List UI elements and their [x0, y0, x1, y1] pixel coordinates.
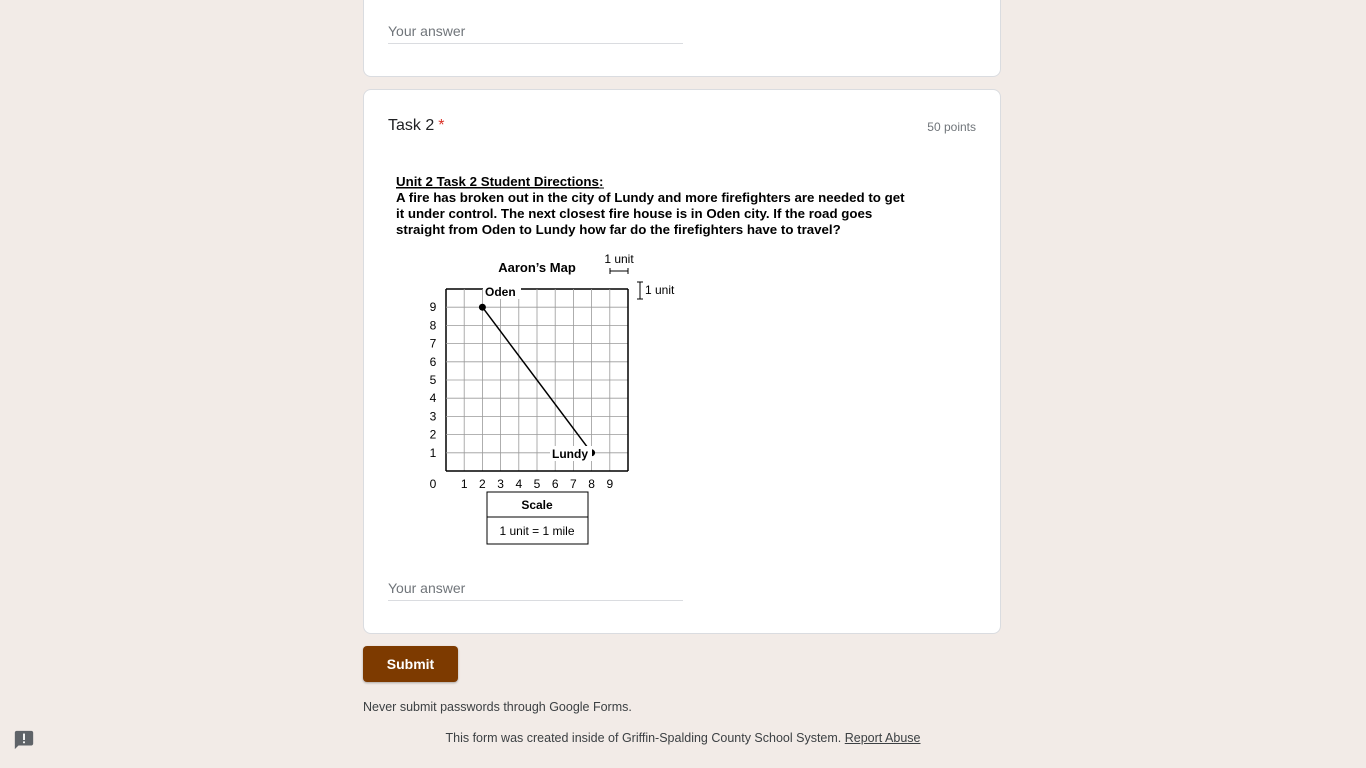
x-tick-label: 5	[533, 477, 541, 491]
x-tick-label: 4	[515, 477, 523, 491]
map-title: Aaron’s Map	[498, 260, 576, 275]
answer-input-2[interactable]	[388, 575, 683, 601]
y-tick-label: 7	[429, 336, 437, 351]
question-title	[388, 117, 444, 135]
report-problem-icon[interactable]	[13, 729, 35, 751]
unit-label-y: 1 unit	[645, 283, 675, 297]
footer	[0, 731, 1366, 745]
x-tick-label: 2	[479, 477, 486, 491]
footer-text: This form was created inside of Griffin-Spalding County School System.	[445, 731, 842, 745]
scale-value: 1 unit = 1 mile	[499, 524, 575, 538]
x-tick-label: 7	[570, 477, 577, 491]
y-tick-label: 5	[429, 373, 437, 387]
y-tick-label: 3	[429, 409, 437, 424]
directions-line-1: A fire has broken out in the city of Lundy and more firefighters are needed to get	[396, 190, 905, 205]
password-warning: Never submit passwords through Google Forms.	[363, 700, 632, 714]
oden-point	[479, 304, 486, 311]
required-asterisk: *	[438, 117, 445, 134]
directions-heading: Unit 2 Task 2 Student Directions:	[396, 174, 604, 189]
unit-label-x: 1 unit	[604, 252, 634, 266]
directions-line-2: it under control. The next closest fire house is in Oden city. If the road goes	[396, 206, 873, 221]
report-abuse-link[interactable]: Report Abuse	[844, 731, 921, 745]
submit-button[interactable]: Submit	[363, 646, 458, 682]
question-title-text: Task 2	[388, 117, 435, 134]
question-image	[394, 172, 954, 562]
directions-line-3: straight from Oden to Lundy how far do the firefighters have to travel?	[396, 222, 841, 237]
answer-input-1[interactable]	[388, 18, 683, 44]
map-axis-labels	[430, 300, 614, 491]
question-card-1	[363, 0, 1001, 77]
y-tick-label: 6	[429, 354, 437, 369]
y-tick-label: 4	[429, 391, 437, 406]
x-tick-label: 0	[429, 477, 437, 491]
y-tick-label: 9	[429, 300, 437, 315]
x-tick-label: 6	[551, 477, 559, 491]
y-tick-label: 1	[429, 445, 437, 460]
question-points: 50 points	[927, 120, 976, 134]
oden-label: Oden	[485, 285, 516, 299]
question-card-2	[363, 89, 1001, 634]
y-tick-label: 8	[429, 318, 437, 333]
x-tick-label: 3	[497, 477, 504, 491]
x-tick-label: 9	[606, 477, 614, 491]
y-tick-label: 2	[429, 427, 437, 442]
scale-title: Scale	[521, 498, 553, 512]
lundy-label: Lundy	[552, 447, 588, 461]
x-tick-label: 8	[588, 477, 595, 491]
x-tick-label: 1	[460, 477, 468, 491]
